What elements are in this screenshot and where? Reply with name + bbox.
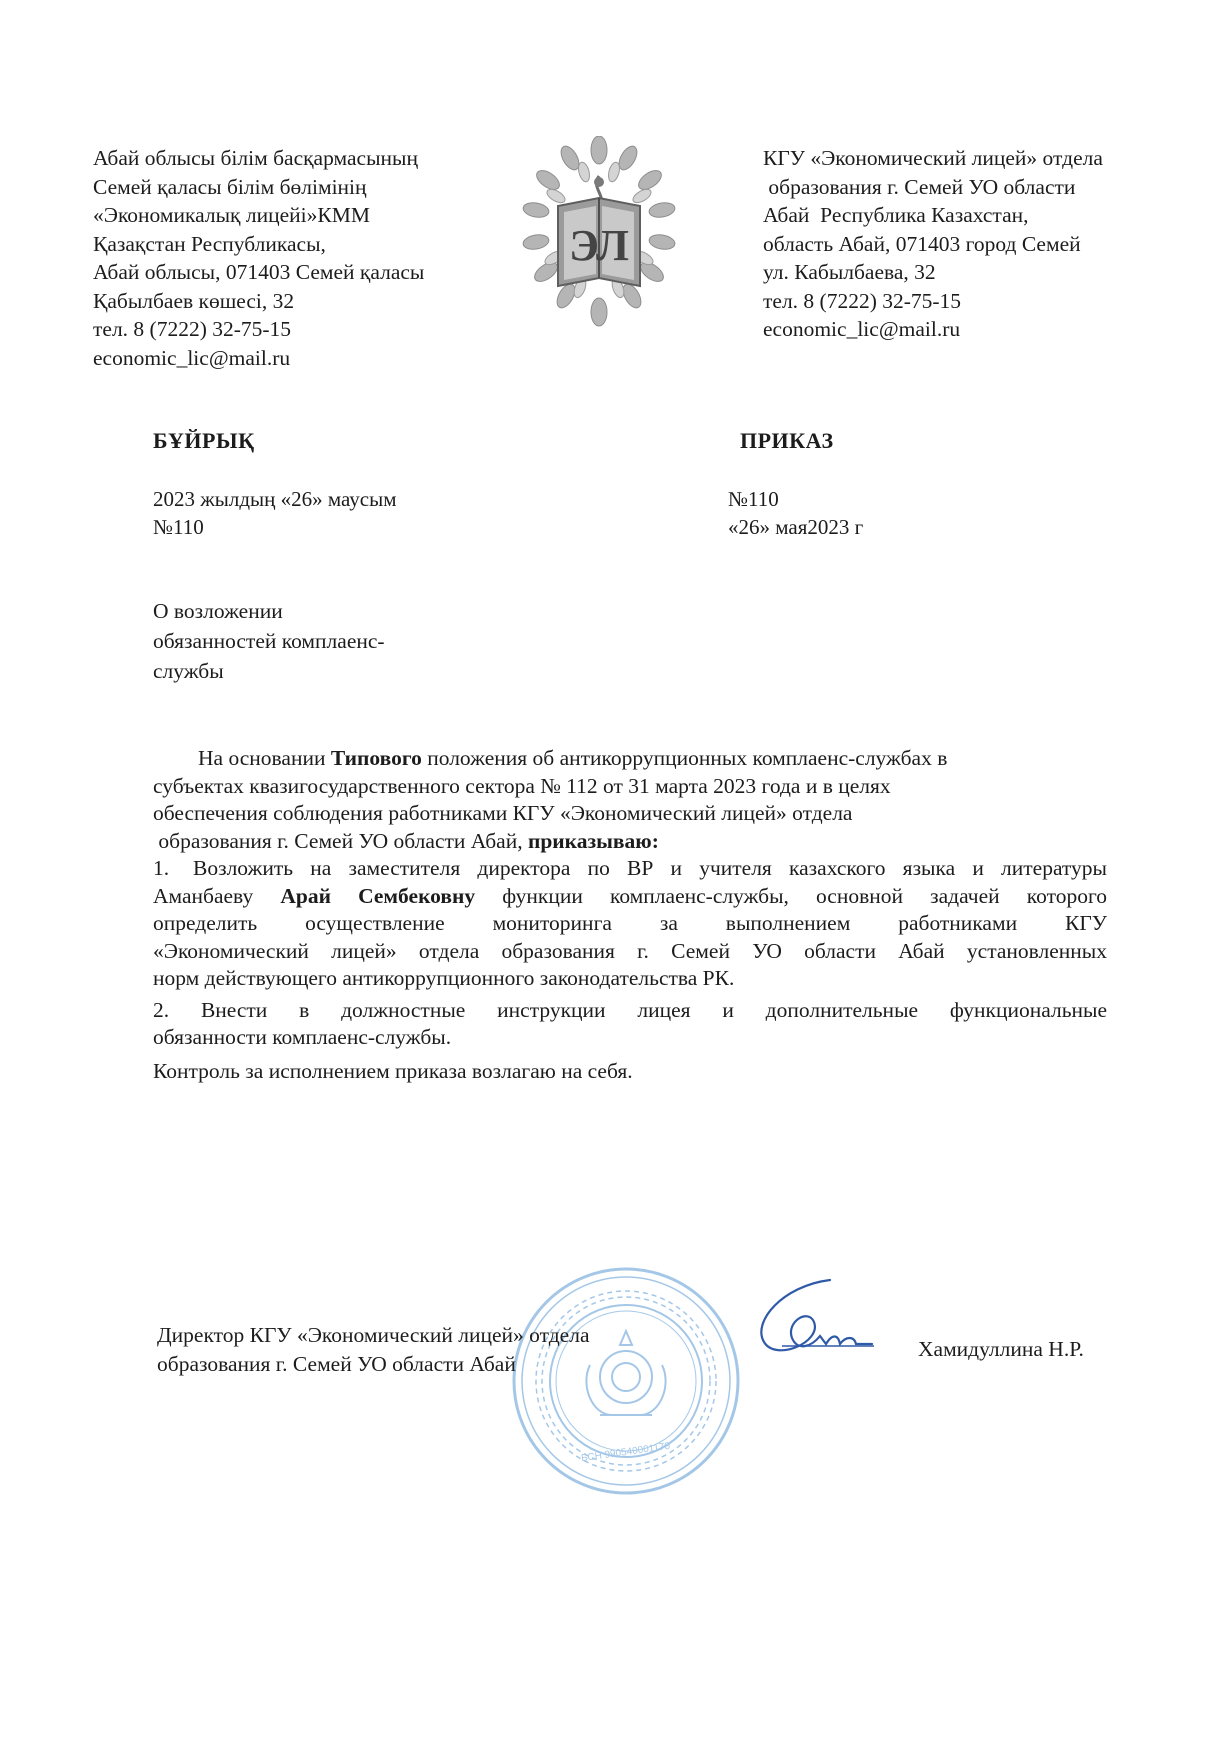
header-kz-email: economic_lic@mail.ru bbox=[93, 345, 291, 370]
signature-name: Хамидуллина Н.Р. bbox=[918, 1337, 1084, 1361]
body-paragraph-line: субъектах квазигосударственного сектора № 112 от 31 марта 2023 года и в целях bbox=[153, 773, 891, 798]
order-number-ru: №110 bbox=[728, 487, 779, 511]
official-stamp bbox=[510, 1265, 742, 1497]
order-body bbox=[153, 745, 1107, 1085]
header-kz-line: Семей қаласы білім бөлімінің bbox=[93, 174, 367, 199]
header-ru-line: Абай Республика Казахстан, bbox=[763, 203, 1029, 227]
signature-position bbox=[157, 1321, 590, 1379]
list-item-line: Возложить на заместителя директора по ВР и учителя казахского языка и литературы bbox=[193, 856, 1107, 880]
header-ru-line: ул. Кабылбаева, 32 bbox=[763, 260, 936, 284]
body-bold-text: Арай Сембековну bbox=[280, 883, 476, 908]
body-text: функции комплаенс-службы, основной задачей которого bbox=[475, 883, 1107, 908]
stamp-seal bbox=[510, 1265, 742, 1497]
body-bold-text: Типового bbox=[330, 746, 422, 770]
header-ru bbox=[763, 144, 1103, 344]
subject-line: обязанностей комплаенс- bbox=[153, 629, 385, 653]
logo-monogram: ЭЛ bbox=[569, 221, 629, 270]
order-meta-kz bbox=[153, 485, 397, 541]
order-number-kz: №110 bbox=[153, 515, 204, 539]
stamp-bin-text: БСН 990540001170 bbox=[580, 1440, 671, 1465]
header-kz-line: Абай облысы білім басқармасының bbox=[93, 146, 418, 170]
list-item-2: 2. Внести в должностные инструкции лицея и дополнительные функциональные bbox=[153, 997, 1107, 1022]
order-subject bbox=[153, 596, 385, 686]
school-logo bbox=[520, 136, 678, 332]
body-paragraph-line bbox=[153, 828, 1107, 856]
body-bold-text: приказываю: bbox=[527, 828, 659, 853]
order-date-ru: «26» мая2023 г bbox=[728, 515, 864, 539]
list-item-line: норм действующего антикоррупционного законодательства РК. bbox=[153, 966, 735, 990]
order-date-kz: 2023 жылдың «26» маусым bbox=[153, 487, 397, 511]
header-kz-line: Қазақстан Республикасы, bbox=[93, 231, 326, 256]
body-text: На основании bbox=[198, 746, 331, 770]
list-item-1 bbox=[153, 855, 1107, 883]
order-meta-ru bbox=[728, 485, 863, 541]
signature-scribble bbox=[742, 1272, 882, 1372]
body-text: Аманбаеву bbox=[153, 883, 281, 908]
header-ru-line: область Абай, 071403 город Семей bbox=[763, 231, 1081, 256]
list-item-line bbox=[153, 883, 1107, 911]
list-item-number: 1. bbox=[153, 856, 170, 880]
header-kz-line: «Экономикалық лицейі»КММ bbox=[93, 203, 370, 227]
header-kz-line: Абай облысы, 071403 Семей қаласы bbox=[93, 260, 425, 284]
signature-position-line: образования г. Семей УО области Абай bbox=[157, 1352, 516, 1376]
body-text: образования г. Семей УО области Абай, bbox=[153, 828, 528, 853]
header-ru-line: тел. 8 (7222) 32-75-15 bbox=[763, 288, 962, 313]
list-item-line: обязанности комплаенс-службы. bbox=[153, 1025, 452, 1049]
header-ru-line: КГУ «Экономический лицей» отдела bbox=[763, 146, 1103, 170]
order-title-kz: БҰЙРЫҚ bbox=[153, 428, 255, 453]
header-ru-line: образования г. Семей УО области bbox=[763, 174, 1076, 199]
header-ru-email: economic_lic@mail.ru bbox=[763, 317, 961, 341]
list-item-line: определить осуществление мониторинга за выполнением работниками КГУ bbox=[153, 911, 1107, 935]
body-paragraph-line: обеспечения соблюдения работниками КГУ «Экономический лицей» отдела bbox=[153, 801, 853, 825]
order-title-ru: ПРИКАЗ bbox=[740, 428, 834, 453]
subject-line: службы bbox=[153, 659, 224, 683]
signature-position-line: Директор КГУ «Экономический лицей» отдела bbox=[157, 1323, 590, 1347]
body-text: положения об антикоррупционных комплаенс-службах в bbox=[421, 746, 948, 770]
body-paragraph-line bbox=[153, 745, 1107, 773]
header-kz-line: тел. 8 (7222) 32-75-15 bbox=[93, 317, 292, 341]
list-item-line: «Экономический лицей» отдела образования г. Семей УО области Абай установленных bbox=[153, 938, 1107, 963]
school-logo-emblem bbox=[520, 136, 678, 332]
subject-line: О возложении bbox=[153, 599, 283, 623]
header-kz bbox=[93, 144, 424, 372]
handwritten-signature bbox=[742, 1272, 882, 1372]
control-line: Контроль за исполнением приказа возлагаю на себя. bbox=[153, 1058, 633, 1083]
header-kz-line: Қабылбаев көшесі, 32 bbox=[93, 288, 295, 313]
